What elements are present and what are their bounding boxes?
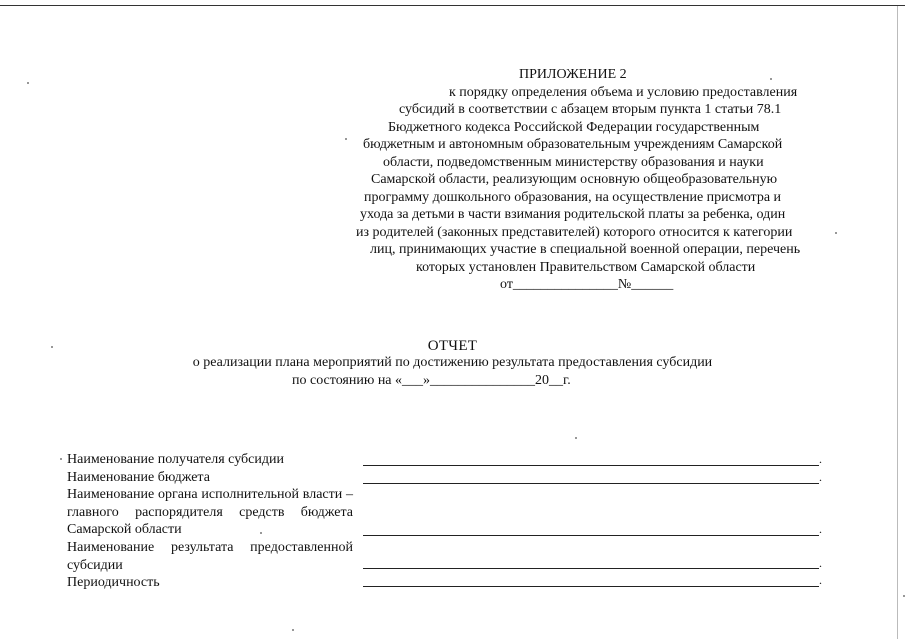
appendix-line-10: лиц, принимающих участие в специальной военной операции, перечень	[370, 242, 801, 257]
field-fill-line-result[interactable]	[363, 568, 819, 569]
field-fill-line-budget[interactable]	[363, 483, 819, 484]
field-end-dot: .	[819, 573, 822, 587]
appendix-line-3: Бюджетного кодекса Российской Федерации государственным	[388, 120, 760, 135]
scan-speck	[260, 532, 262, 534]
scan-speck	[27, 82, 29, 84]
field-end-dot: .	[819, 556, 822, 570]
scan-speck	[51, 346, 53, 348]
report-subtitle: о реализации плана мероприятий по достижению результата предоставления субсидии	[192, 355, 713, 370]
field-end-dot: .	[819, 470, 822, 484]
scan-speck	[345, 138, 347, 140]
field-end-dot: .	[819, 522, 822, 536]
field-label-budget: Наименование бюджета	[67, 470, 210, 485]
appendix-line-4: бюджетным и автономным образовательным учреждениям Самарской	[363, 137, 783, 152]
page-edge-line	[897, 6, 898, 639]
field-label-result: Наименование результата предоставленной субсидии	[67, 540, 353, 573]
appendix-line-5: области, подведомственным министерству образования и науки	[383, 155, 764, 170]
scan-speck	[292, 629, 294, 631]
appendix-line-1: к порядку определения объема и условию предоставления	[449, 85, 798, 100]
report-date-line: по состоянию на «___»_______________20__г.	[292, 373, 571, 388]
top-border-line	[0, 5, 905, 6]
scan-speck	[770, 78, 772, 80]
appendix-line-9: из родителей (законных представителей) которого относится к категории	[356, 225, 793, 240]
appendix-line-7: программу дошкольного образования, на осуществление присмотра и	[364, 190, 782, 205]
scan-speck	[835, 232, 837, 234]
appendix-date-number-line: от_______________№______	[500, 277, 674, 292]
field-fill-line-authority[interactable]	[363, 535, 819, 536]
appendix-line-2: субсидий в соответствии с абзацем вторым пункта 1 статьи 78.1	[399, 102, 782, 117]
scan-speck	[575, 437, 577, 439]
field-fill-line-periodicity[interactable]	[363, 586, 819, 587]
appendix-line-6: Самарской области, реализующим основную общеобразовательную	[371, 172, 778, 187]
appendix-title: ПРИЛОЖЕНИЕ 2	[519, 67, 627, 82]
field-end-dot: .	[819, 452, 822, 466]
appendix-line-11: которых установлен Правительством Самарской области	[416, 260, 756, 275]
report-title: ОТЧЕТ	[427, 338, 478, 354]
field-label-authority: Наименование органа исполнительной власти – главного распорядителя средств бюджета Самарской области	[67, 487, 353, 537]
field-label-recipient: Наименование получателя субсидии	[67, 452, 284, 467]
field-fill-line-recipient[interactable]	[363, 465, 819, 466]
appendix-line-8: ухода за детьми в части взимания родительской платы за ребенка, один	[360, 207, 786, 222]
scan-speck	[60, 458, 62, 460]
field-label-periodicity: Периодичность	[67, 575, 160, 590]
